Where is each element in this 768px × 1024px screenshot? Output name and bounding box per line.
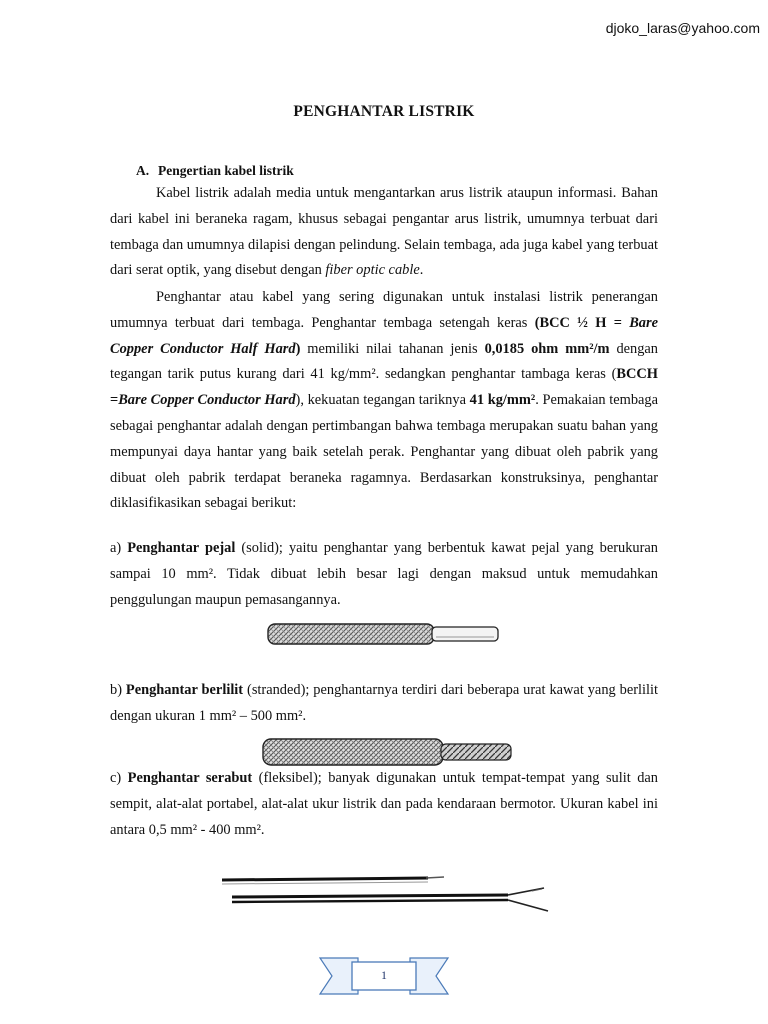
paragraph-text: ), kekuatan tegangan tariknya	[295, 392, 470, 409]
item-term: Penghantar berlilit	[125, 682, 244, 698]
section-title: Pengertian kabel listrik	[158, 163, 294, 178]
item-text: (solid); yaitu penghantar yang berbentuk kawat pejal yang berukuran sampai 10 mm². Tidak dibuat lebih besar lagi dengan maksud untuk memudahkan penggulungan maupun pemasangannya.	[110, 540, 659, 608]
paragraph-text: .	[419, 262, 424, 279]
item-label: a)	[110, 540, 128, 556]
item-flexible-conductor	[110, 766, 658, 843]
item-stranded-conductor	[110, 678, 658, 730]
paragraph-text: Penghantar atau kabel yang sering digunakan untuk instalasi listrik penerangan umumnya terbuat dari tembaga. Penghantar tembaga setengah keras	[110, 289, 658, 331]
paragraph-text: . Pemakaian tembaga sebagai penghantar adalah dengan pertimbangan bahwa tembaga merupakan suatu bahan yang mempunyai daya hantar yang baik setelah perak. Penghantar yang dibuat oleh pabrik yang dibuat oleh pabrik terdapat beraneka ragamnya. Berdasarkan konstruksinya, penghantar diklasifikasikan sebagai berikut:	[110, 392, 659, 512]
paragraph-text: Kabel listrik adalah media untuk mengantarkan arus listrik ataupun informasi. Bahan dari kabel ini beraneka ragam, khusus sebagai pengantar arus listrik, umumnya terbuat dari tembaga dan umumnya dilapisi dengan pelindung. Selain tembaga, ada juga kabel yang terbuat dari serat optik, yang disebut dengan	[110, 185, 658, 279]
item-solid-conductor	[110, 536, 658, 613]
document-title: PENGHANTAR LISTRIK	[293, 103, 475, 120]
paragraph-text: dengan tegangan tarik putus kurang dari 41 kg/mm². sedangkan penghantar tambaga keras (	[110, 340, 659, 383]
bcc-close: )	[295, 340, 301, 357]
item-term: Penghantar pejal	[127, 540, 236, 556]
solid-cable-image	[266, 619, 502, 649]
author-email: djoko_laras@yahoo.com	[605, 20, 760, 36]
bcch-abbrev: BCCH =	[110, 366, 658, 409]
paragraph-copper-conductor	[110, 285, 658, 517]
paragraph-definition	[110, 181, 658, 284]
item-text: (stranded); penghantarnya terdiri dari beberapa urat kawat yang berlilit dengan ukuran 1 mm² – 500 mm².	[110, 682, 659, 724]
bcc-full-name: Bare Copper Conductor Half Hard	[110, 314, 658, 357]
item-term: Penghantar serabut	[127, 770, 253, 786]
item-label: b)	[110, 682, 126, 698]
paragraph-text: memiliki nilai tahanan jenis	[300, 340, 485, 357]
tensile-strength-value: 41 kg/mm²	[469, 392, 536, 409]
bcc-abbrev: (BCC ½ H =	[534, 314, 630, 331]
page-number: 1	[381, 970, 387, 982]
item-text: (fleksibel); banyak digunakan untuk tempat-tempat yang sulit dan sempit, alat-alat portabel, alat-alat ukur listrik dan pada kendaraan bermotor. Ukuran kabel ini antara 0,5 mm² - 400 mm².	[110, 770, 658, 838]
stranded-cable-image	[261, 735, 517, 769]
flexible-cable-image	[218, 873, 552, 917]
section-label: A.	[136, 163, 150, 178]
fiber-optic-term: fiber optic cable	[325, 262, 420, 279]
section-heading-a	[136, 163, 294, 179]
bcch-full-name: Bare Copper Conductor Hard	[118, 392, 296, 409]
resistivity-value: 0,0185 ohm mm²/m	[484, 340, 610, 357]
item-label: c)	[110, 770, 128, 786]
